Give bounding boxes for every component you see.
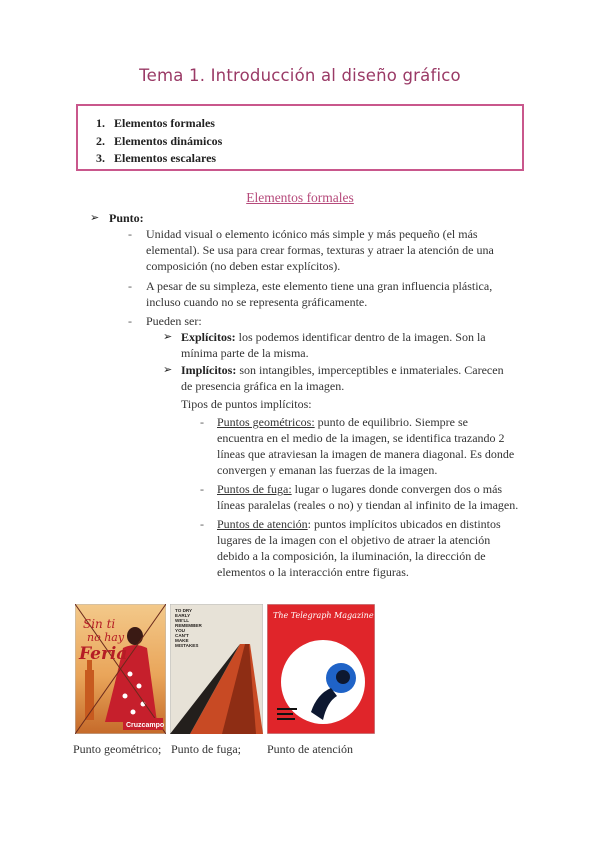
telegraph-masthead: The Telegraph Magazine bbox=[273, 611, 374, 620]
fuga-line-1 bbox=[217, 481, 502, 497]
caption-atencion: Punto de atención bbox=[267, 742, 353, 756]
page-title: Tema 1. Introducción al diseño gráfico bbox=[139, 66, 461, 85]
fuga-line-2: líneas paralelas (reales o no) y tiendan al infinito de la imagen. bbox=[217, 498, 519, 512]
fuga-text-7: MAKE bbox=[175, 638, 189, 643]
fuga-text-5: YOU bbox=[175, 628, 185, 633]
feria-poster-image bbox=[75, 604, 166, 734]
arrow-bullet-icon: ➢ bbox=[90, 212, 100, 224]
bullet-1-line-3: composición (no deben estar explícitos). bbox=[146, 259, 341, 273]
toc-label: Elementos escalares bbox=[114, 151, 217, 165]
atencion-line-3: debido a la composición, la iluminación, la dirección de bbox=[217, 549, 486, 563]
implicit-types-label: Tipos de puntos implícitos: bbox=[181, 397, 312, 411]
toc-item bbox=[96, 150, 222, 168]
fuga-text: lugar o lugares donde convergen dos o más bbox=[291, 482, 503, 496]
cruzcampo-logo: Cruzcampo bbox=[126, 722, 165, 729]
feria-poster-illustration bbox=[75, 604, 166, 734]
telegraph-cover-illustration bbox=[267, 604, 375, 734]
toc-item bbox=[96, 133, 222, 151]
geometricos-term: Puntos geométricos: bbox=[217, 415, 315, 429]
geometricos-text: punto de equilibrio. Siempre se bbox=[314, 415, 468, 429]
atencion-text: : puntos implícitos ubicados en distintos bbox=[307, 517, 501, 531]
fuga-text-1: TO DRY bbox=[175, 608, 193, 613]
bullet-2-line-2: incluso cuando no se representa gráficamente. bbox=[146, 295, 368, 309]
dash-bullet-icon: - bbox=[128, 227, 132, 241]
explicitos-term: Explícitos: bbox=[181, 330, 236, 344]
dash-bullet-icon: - bbox=[200, 415, 204, 429]
dash-bullet-icon: - bbox=[200, 517, 204, 531]
fuga-text-4: REMEMBER bbox=[175, 623, 202, 628]
dash-bullet-icon: - bbox=[128, 314, 132, 328]
toc-item bbox=[96, 115, 222, 133]
dash-bullet-icon: - bbox=[128, 279, 132, 293]
explicitos-line-1 bbox=[181, 329, 486, 345]
caption-geometrico: Punto geométrico; bbox=[73, 742, 162, 756]
fuga-poster-illustration bbox=[170, 604, 263, 734]
caption-fuga: Punto de fuga; bbox=[171, 742, 241, 756]
implicitos-line-1 bbox=[181, 362, 504, 378]
atencion-line-1 bbox=[217, 516, 501, 532]
fuga-text-2: EARLY bbox=[175, 613, 191, 618]
dash-bullet-icon: - bbox=[200, 482, 204, 496]
implicitos-text: son intangibles, imperceptibles e inmateriales. Carecen bbox=[236, 363, 504, 377]
geometricos-line-1 bbox=[217, 414, 468, 430]
atencion-term: Puntos de atención bbox=[217, 517, 308, 531]
explicitos-text: los podemos identificar dentro de la imagen. Son la bbox=[235, 330, 486, 344]
toc-number: 3. bbox=[96, 151, 105, 165]
arrow-bullet-icon: ➢ bbox=[163, 364, 173, 376]
feria-text-1: Sin ti bbox=[83, 617, 116, 631]
explicitos-line-2: mínima parte de la misma. bbox=[181, 346, 309, 360]
toc-label: Elementos dinámicos bbox=[114, 133, 223, 148]
toc-number: 2. bbox=[96, 133, 105, 148]
geometricos-line-4: convergen y emanan las fuerzas de la imagen. bbox=[217, 463, 438, 477]
implicitos-term: Implícitos: bbox=[181, 363, 237, 377]
fuga-text-8: MISTAKES bbox=[175, 643, 199, 648]
feria-text-2: no hay bbox=[87, 631, 125, 644]
table-of-contents bbox=[76, 104, 524, 171]
geometricos-line-2: encuentra en el medio de la imagen, se identifica trazando 2 bbox=[217, 431, 505, 445]
fuga-text-6: CAN'T bbox=[175, 633, 189, 638]
atencion-line-4: elementos o la interacción entre figuras. bbox=[217, 565, 409, 579]
bullet-2-line-1: A pesar de su simpleza, este elemento tiene una gran influencia plástica, bbox=[146, 279, 493, 293]
fuga-poster-image bbox=[170, 604, 263, 734]
fuga-text-3: WE'LL bbox=[175, 618, 190, 623]
atencion-line-2: lugares de la imagen con el objetivo de atraer la atención bbox=[217, 533, 491, 547]
feria-text-3: Feria bbox=[79, 644, 128, 664]
geometricos-line-3: líneas que atraviesan la imagen de manera diagonal. Es donde bbox=[217, 447, 515, 461]
section-heading: Elementos formales bbox=[246, 190, 354, 205]
implicitos-line-2: de presencia gráfica en la imagen. bbox=[181, 379, 345, 393]
punto-heading: Punto: bbox=[109, 211, 144, 225]
bullet-1-line-2: elemental). Se usa para crear formas, texturas y atraer la atención de una bbox=[146, 243, 494, 257]
toc-number: 1. bbox=[96, 116, 105, 130]
telegraph-cover-image bbox=[267, 604, 375, 734]
toc-list bbox=[96, 115, 222, 168]
toc-label: Elementos formales bbox=[114, 116, 215, 130]
bullet-1-line-1: Unidad visual o elemento icónico más simple y más pequeño (el más bbox=[146, 227, 478, 241]
fuga-term: Puntos de fuga: bbox=[217, 482, 292, 496]
bullet-3: Pueden ser: bbox=[146, 314, 202, 328]
arrow-bullet-icon: ➢ bbox=[163, 331, 173, 343]
